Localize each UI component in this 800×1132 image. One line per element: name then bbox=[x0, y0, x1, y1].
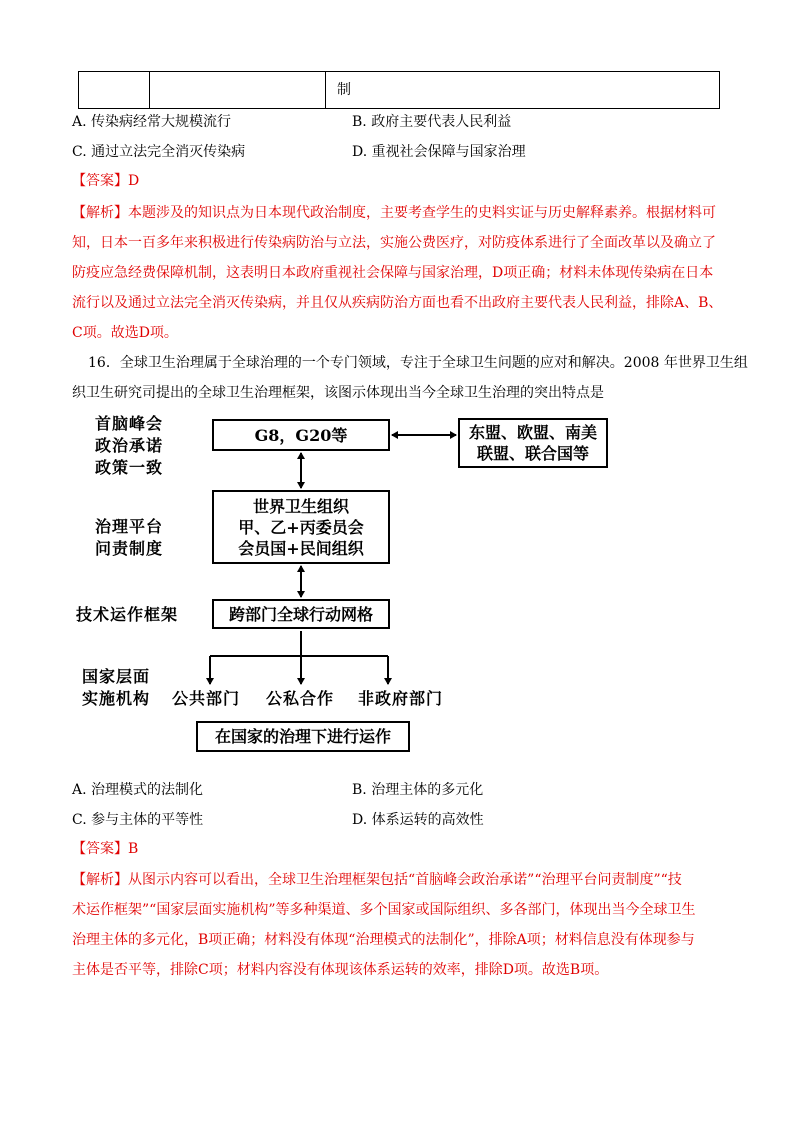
q15-option-b: B. 政府主要代表人民利益 bbox=[352, 114, 512, 130]
label-line: 政治承诺 bbox=[95, 436, 164, 455]
q15-analysis-line: 【解析】本题涉及的知识点为日本现代政治制度，主要考查学生的史料实证与历史解释素养。根据材料可 bbox=[72, 205, 716, 221]
q16-option-a: A. 治理模式的法制化 bbox=[72, 782, 204, 798]
q15-option-c: C. 通过立法完全消灭传染病 bbox=[72, 144, 246, 160]
box-line: 联盟、联合国等 bbox=[476, 444, 589, 463]
box-line: 会员国+民间组织 bbox=[238, 538, 364, 558]
q15-option-a: A. 传染病经常大规模流行 bbox=[72, 114, 232, 130]
q16-stem-line: 16．全球卫生治理属于全球治理的一个专门领域，专注于全球卫生问题的应对和解决。2008 年世界卫生组 bbox=[88, 355, 748, 371]
label-line: 实施机构 bbox=[82, 689, 151, 708]
q16-analysis-line: 术运作框架”“国家层面实施机构”等多种渠道、多个国家或国际组织、多各部门，体现出当今全球卫生 bbox=[72, 902, 696, 918]
label-line: 问责制度 bbox=[95, 539, 164, 558]
label-line: 政策一致 bbox=[95, 458, 164, 477]
branch-ppp: 公私合作 bbox=[266, 689, 335, 708]
label-technical: 技术运作框架 bbox=[76, 605, 179, 624]
box-line: 甲、乙+丙委员会 bbox=[238, 517, 364, 537]
q16-answer: 【答案】B bbox=[72, 841, 139, 857]
q16-option-b: B. 治理主体的多元化 bbox=[352, 782, 484, 798]
branch-ngo: 非政府部门 bbox=[358, 689, 444, 708]
q16-analysis-line: 治理主体的多元化，B项正确；材料没有体现“治理模式的法制化”，排除A项；材料信息没有体现参与 bbox=[72, 932, 695, 948]
q15-answer: 【答案】D bbox=[72, 173, 140, 189]
q16-option-d: D. 体系运转的高效性 bbox=[352, 812, 484, 828]
q15-analysis-line: 知，日本一百多年来积极进行传染病防治与立法，实施公费医疗，对防疫体系进行了全面改革以及确立了 bbox=[72, 235, 716, 251]
box-network: 跨部门全球行动网格 bbox=[212, 599, 390, 629]
table-cell-text: 制 bbox=[337, 82, 351, 98]
q15-analysis-line: C项。故选D项。 bbox=[72, 325, 178, 341]
q15-analysis-line: 防疫应急经费保障机制，这表明日本政府重视社会保障与国家治理，D项正确；材料未体现传染病在日本 bbox=[72, 265, 714, 281]
q16-option-c: C. 参与主体的平等性 bbox=[72, 812, 204, 828]
box-national-operation: 在国家的治理下进行运作 bbox=[196, 721, 410, 752]
q15-analysis-line: 流行以及通过立法完全消灭传染病，并且仅从疾病防治方面也看不出政府主要代表人民利益，排除A、B、 bbox=[72, 295, 723, 311]
label-line: 治理平台 bbox=[95, 517, 164, 536]
q16-stem-line: 织卫生研究司提出的全球卫生治理框架，该图示体现出当今全球卫生治理的突出特点是 bbox=[72, 385, 604, 401]
label-line: 首脑峰会 bbox=[95, 414, 164, 433]
box-line: 世界卫生组织 bbox=[252, 496, 349, 516]
q15-option-d: D. 重视社会保障与国家治理 bbox=[352, 144, 526, 160]
branch-public: 公共部门 bbox=[172, 689, 241, 708]
box-line: 东盟、欧盟、南美 bbox=[468, 423, 597, 442]
q16-analysis-line: 主体是否平等，排除C项；材料内容没有体现该体系运转的效率，排除D项。故选B项。 bbox=[72, 962, 609, 978]
label-line: 国家层面 bbox=[82, 667, 151, 686]
q16-analysis-line: 【解析】从图示内容可以看出，全球卫生治理框架包括“首脑峰会政治承诺”“治理平台问责制度”“技 bbox=[72, 872, 682, 888]
box-g8-g20: G8，G20等 bbox=[212, 419, 390, 451]
